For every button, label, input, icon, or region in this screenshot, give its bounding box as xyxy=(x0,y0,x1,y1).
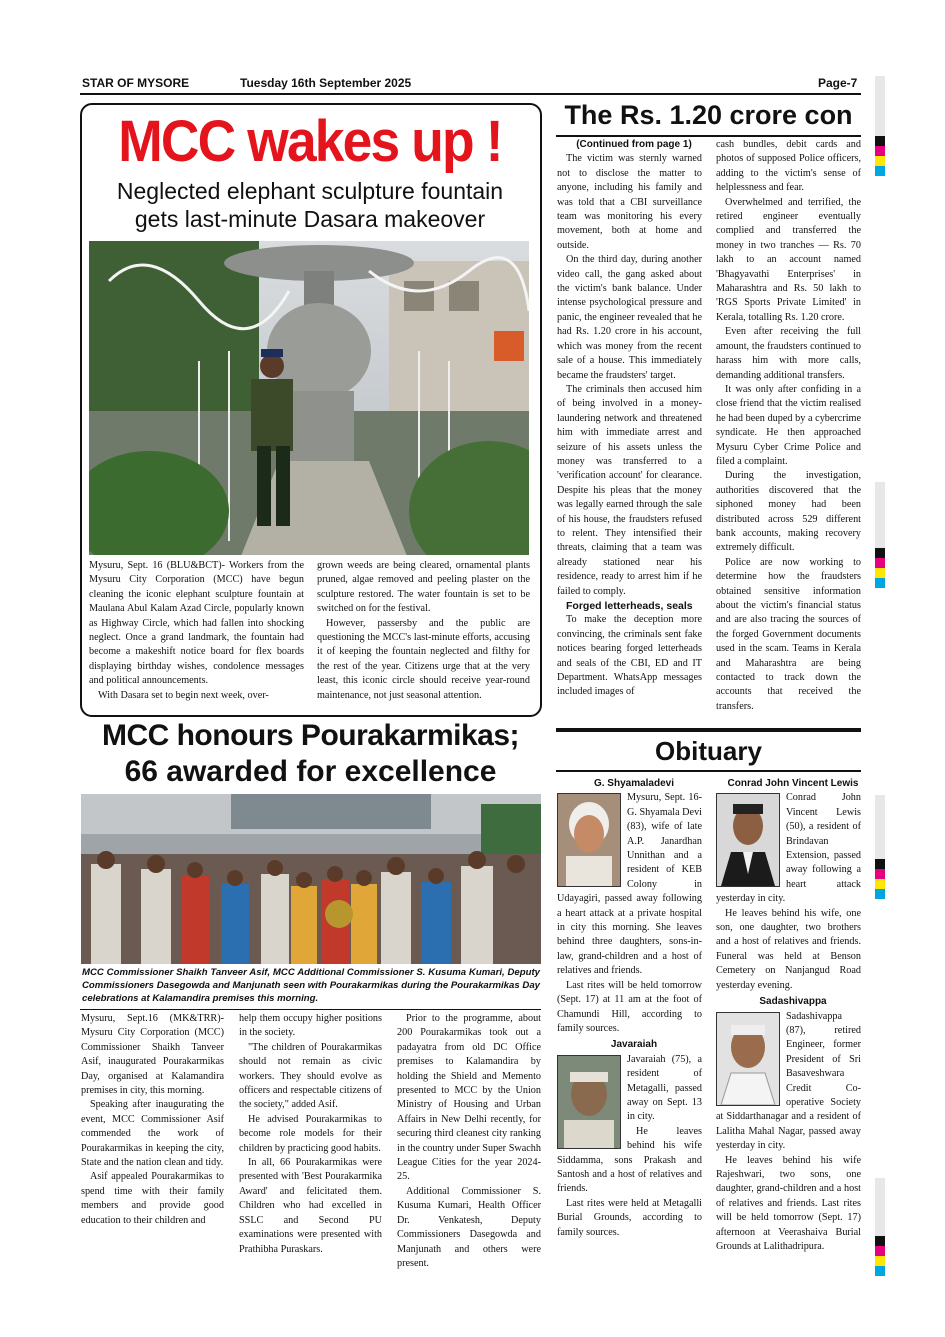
paragraph: He advised Pourakarmikas to become role models for their children by practicing good habits. xyxy=(239,1113,382,1154)
obituary-col1 xyxy=(557,777,702,1240)
paragraph: Last rites will be held tomorrow (Sept. 17) at 11 am at the foot of Chamundi Hill, according to family sources. xyxy=(557,979,702,1034)
paragraph: In all, 66 Pourakarmikas were presented with 'Best Pourakarmika Award' and felicitated them. Children who had excelled in SSLC and Second PU examinations were presented with Prathibha Puraskars. xyxy=(239,1157,382,1255)
portrait-javaraiah xyxy=(557,1055,621,1149)
page-date: Tuesday 16th September 2025 xyxy=(240,76,412,90)
paragraph: However, passersby and the public are questioning the MCC's last-minute efforts, accusing it of keeping the fountain neglected and filthy for the rest of the year. Citizens urge that at the very least, this iconic circle should receive year-round maintenance, not just seasonal attention. xyxy=(317,617,530,701)
paragraph: Even after receiving the full amount, the fraudsters continued to harass him with more calls, demanding additional transfers. xyxy=(716,326,861,381)
color-bar xyxy=(875,482,885,548)
cmyk-swatch xyxy=(875,859,885,899)
paragraph: On the third day, during another video call, the gang asked about the victim's bank balance. Under intense psychological pressure and panic, the engineer revealed that he had Rs. 1.20 crore in his account, which was money from the recent sale of a house. This immediately became the fraudsters' target. xyxy=(557,254,702,381)
pourakarmikas-col3 xyxy=(397,1012,541,1271)
crore-con-col1 xyxy=(557,138,702,700)
subheadline-line-1: Neglected elephant sculpture fountain xyxy=(116,178,504,204)
headline-pourakarmikas-1: MCC honours Pourakarmikas; xyxy=(101,719,520,752)
paragraph: Overwhelmed and terrified, the retired engineer eventually complied and transferred the money in two tranches — Rs. 70 lakh to an account named 'Bhagyavathi Enterprises' in Maharashtra and Rs. 50 lakh to 'RGS Sports Private Limited' in Kerala, totalling Rs. 1.20 crore. xyxy=(716,196,861,323)
paragraph: Speaking after inaugurating the event, MCC Commissioner Asif commended the work of Pourakarmikas in keeping the city, State and the nation clean and tidy. xyxy=(81,1099,224,1169)
headline-crore-con: The Rs. 1.20 crore con xyxy=(564,100,853,130)
rule xyxy=(80,1009,541,1010)
paragraph: grown weeds are being cleared, ornamental plants pruned, algae removed and peeling plaster on the sculpture restored. The water fountain is set to be switched on for the festival. xyxy=(317,560,530,615)
subheading-forged-letterheads: Forged letterheads, seals xyxy=(566,600,693,612)
color-bar xyxy=(875,76,885,136)
subheadline-line-2: gets last-minute Dasara makeover xyxy=(134,206,486,232)
fountain-story-col2 xyxy=(317,559,530,703)
color-bar xyxy=(875,1178,885,1236)
paragraph: help them occupy higher positions in the society. xyxy=(239,1013,382,1039)
paragraph: It was only after confiding in a close friend that the victim realised he had been duped by a cybercrime syndicate. He then approached Mysuru Cyber Crime Police and filed a complaint. xyxy=(716,383,861,467)
paragraph: cash bundles, debit cards and photos of supposed Police officers, adding to the victim's sense of helplessness and fear. xyxy=(716,139,861,194)
paper-name: STAR OF MYSORE xyxy=(82,76,190,90)
photo-caption: MCC Commissioner Shaikh Tanveer Asif, MCC Additional Commissioner S. Kusuma Kumari, Deputy Commissioners Dasegowda and Manjunath seen with Pourakarmikas during the Pourakarmikas Day celebrations at Kalamandira premises this morning. xyxy=(82,967,540,1004)
color-bar xyxy=(875,795,885,859)
rule xyxy=(556,770,861,772)
paragraph: With Dasara set to begin next week, over- xyxy=(98,689,269,701)
paragraph: During the investigation, authorities discovered that the siphoned money had been distributed across 529 different bank accounts, making recovery extremely difficult. xyxy=(716,470,861,554)
obituary-name: Conrad John Vincent Lewis xyxy=(727,778,859,789)
header-rule xyxy=(80,93,861,95)
cmyk-swatch xyxy=(875,136,885,176)
obituary-name: Sadashivappa xyxy=(759,996,827,1008)
paragraph: "The children of Pourakarmikas should not remain as civic workers. They should evolve as officers and respectable citizens of the society," added Asif. xyxy=(239,1041,382,1111)
pourakarmikas-col2 xyxy=(239,1012,382,1257)
obituary-col2 xyxy=(716,777,861,1254)
crore-con-col2 xyxy=(716,138,861,714)
portrait-shyamaladevi xyxy=(557,793,621,887)
paragraph: Conrad John Vincent Lewis (50), a resident of Brindavan Extension, passed away following a heart attack yesterday in city. xyxy=(716,792,861,905)
rule xyxy=(556,135,861,137)
pourakarmikas-col1 xyxy=(81,1012,224,1228)
paragraph: Prior to the programme, about 200 Pourakarmikas took out a padayatra from old DC Office premises to Kalamandira by holding the Shield and Memento presented to MCC by the Union Ministry of Housing and Urban Affairs in New Delhi recently, for securing third cleanest city ranking in the country under Super Swachh League Cities for the year 2024-25. xyxy=(397,1013,541,1183)
paragraph: He leaves behind his wife Siddamma, sons Prakash and Santosh and a host of relatives and friends. xyxy=(557,1125,702,1195)
paragraph: Javaraiah (75), a resident of Metagalli, passed away on Sept. 13 in city. xyxy=(627,1053,702,1123)
paragraph: Mysuru, Sept.16 (MK&TRR)- Mysuru City Corporation (MCC) Commissioner Shaikh Tanveer Asif, inaugurated Pourakarmikas Day, organised at Kalamandira premises in city, this morning. xyxy=(81,1013,224,1097)
pourakarmikas-group-photo xyxy=(81,794,541,964)
paragraph: He leaves behind his wife Rajeshwari, two sons, one daughter, grand-children and a host of relatives and friends. Last rites will be held tomorrow (Sept. 17) afternoon at Veerashaiva Burial Grounds at Lalithadripura. xyxy=(716,1154,861,1252)
rule xyxy=(556,728,861,732)
paragraph: Additional Commissioner S. Kusuma Kumari, Health Officer Dr. Venkatesh, Deputy Commissioners Dasegowda and Manjunath and others were present. xyxy=(397,1185,541,1269)
paragraph: He leaves behind his wife, one son, one daughter, two brothers and a host of relatives and friends. Funeral was held at Benson Cemetery on Nanjangud Road yesterday evening. xyxy=(716,907,861,991)
obituary-name: G. Shyamaladevi xyxy=(593,778,675,789)
headline-mcc-wakes-up: MCC wakes up ! xyxy=(118,109,502,174)
cmyk-swatch xyxy=(875,548,885,588)
continued-note: (Continued from page 1) xyxy=(576,139,692,150)
portrait-sadashivappa xyxy=(716,1012,780,1106)
paragraph: The victim was sternly warned not to disclose the matter to anyone, including his family and was told that a CBI surveillance team was monitoring his every movement, both at home and outside. xyxy=(557,153,702,251)
headline-pourakarmikas-2: 66 awarded for excellence xyxy=(124,755,497,788)
obituary-name: Javaraiah xyxy=(610,1039,658,1051)
cmyk-swatch xyxy=(875,1236,885,1276)
paragraph: Asif appealed Pourakarmikas to spend time with their family members and provide good education to their children and xyxy=(81,1171,224,1226)
paragraph: The criminals then accused him of being involved in a money-laundering network and threatened him with immediate arrest and seizure of his assets unless the money was transferred to a 'verification account' for clearance. Despite his pleas that the money was legally earned through the sale of his house, the fraudsters refused to relent. They intensified their threats, claiming that a team was already stationed near his residence, ready to arrest him if he failed to comply. xyxy=(557,383,702,597)
paragraph: Mysuru, Sept. 16 (BLU&BCT)- Workers from the Mysuru City Corporation (MCC) have begun cleaning the iconic elephant sculpture fountain at Maulana Abul Kalam Azad Circle, popularly known as Highway Circle, which had fallen into shocking neglect. Once a grand landmark, the fountain had become a makeshift notice board for flex boards displaying birthday wishes, condolence messages and political announcements. xyxy=(89,560,304,687)
paragraph: To make the deception more convincing, the criminals sent fake notices bearing forged letterheads and seals of the CBI, ED and IT Department. WhatsApp messages included images of xyxy=(557,614,702,698)
fountain-photo xyxy=(89,241,529,555)
paragraph: Police are now working to determine how the fraudsters obtained sensitive information about the victim's financial status and are also tracing the sources of the forged Government documents used in the scam. Teams in Kerala and Maharashtra are being contacted to track down the accounts that received the transfers. xyxy=(716,556,861,712)
page-number: Page-7 xyxy=(818,76,858,90)
portrait-conrad-lewis xyxy=(716,793,780,887)
paragraph: Last rites were held at Metagalli Burial Grounds, according to family sources. xyxy=(557,1197,702,1238)
paragraph: Sadashivappa (87), retired Engineer, former President of Sri Basaveshwara Credit Co-operative Society at Siddarthanagar and a resident of Lalitha Mahal Nagar, passed away yesterday in city. xyxy=(716,1010,861,1152)
paragraph: Mysuru, Sept. 16- G. Shyamala Devi (83), wife of late A.P. Janardhan Unnithan and a resident of KEB Colony in Udayagiri, passed away following a heart attack at a private hospital in city this morning. She leaves behind three daughters, sons-in-law, grand-children and a host of relatives and friends. xyxy=(557,792,702,977)
obituary-heading: Obituary xyxy=(655,736,762,766)
fountain-story-col1 xyxy=(89,559,304,703)
